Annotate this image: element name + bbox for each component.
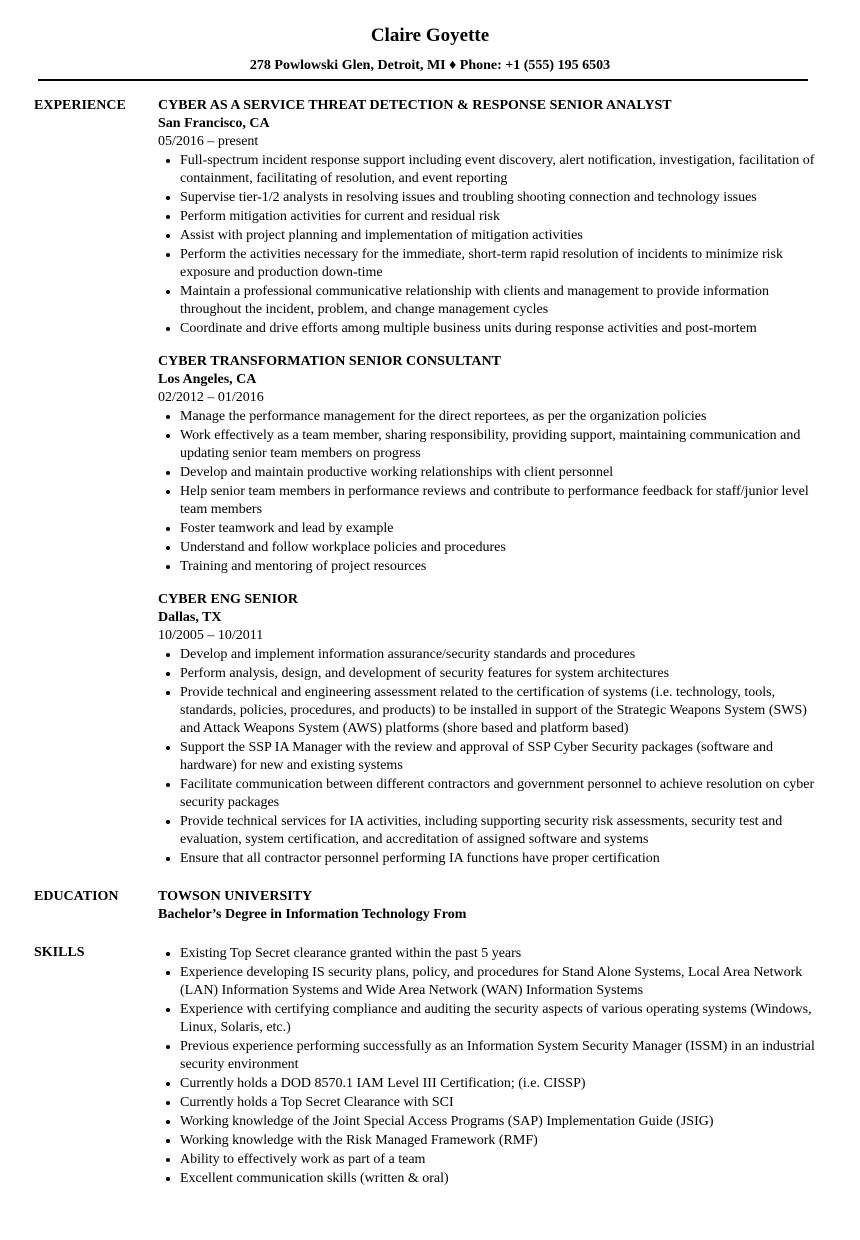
list-item: • Maintain a professional communicative relationship with clients and management to provide information throughout the incident, problem, and change management cycles [180, 282, 820, 319]
degree: Bachelor’s Degree in Information Technology From [158, 907, 467, 922]
list-item: • Supervise tier-1/2 analysts in resolving issues and troubling shooting connection and technology issues [180, 188, 820, 207]
list-item: • Manage the performance management for the direct reportees, as per the organization policies [180, 407, 820, 426]
job-bullets [158, 407, 820, 576]
section-label-education: EDUCATION [34, 889, 119, 904]
list-item: • Coordinate and drive efforts among multiple business units during response activities and post-mortem [180, 319, 820, 338]
list-item: • Provide technical services for IA activities, including supporting security risk assessments, security test and evaluation, system certification, and accreditation of assigned software and systems [180, 812, 820, 849]
job-title: CYBER TRANSFORMATION SENIOR CONSULTANT [158, 354, 501, 369]
education-body [158, 888, 820, 924]
job-title: CYBER AS A SERVICE THREAT DETECTION & RESPONSE SENIOR ANALYST [158, 98, 672, 113]
job-bullets [158, 645, 820, 868]
list-item: • Understand and follow workplace policies and procedures [180, 538, 820, 557]
list-item: • Working knowledge of the Joint Special Access Programs (SAP) Implementation Guide (JSIG) [180, 1112, 820, 1131]
skills-body [158, 944, 820, 1188]
list-item: • Work effectively as a team member, sharing responsibility, providing support, maintaining communication and updating senior team members on progress [180, 426, 820, 463]
list-item: • Facilitate communication between different contractors and government personnel to achieve resolution on cyber security packages [180, 775, 820, 812]
list-item: • Perform mitigation activities for current and residual risk [180, 207, 820, 226]
list-item: • Experience with certifying compliance and auditing the security aspects of various operating systems (Windows, Linux, Solaris, etc.) [180, 1000, 820, 1037]
list-item: • Develop and maintain productive working relationships with client personnel [180, 463, 820, 482]
list-item: • Working knowledge with the Risk Managed Framework (RMF) [180, 1131, 820, 1150]
job-entry [158, 353, 820, 576]
candidate-name: Claire Goyette [370, 25, 490, 46]
list-item: • Help senior team members in performance reviews and contribute to performance feedback for staff/junior level team members [180, 482, 820, 519]
job-dates: 05/2016 – present [158, 134, 259, 149]
job-location: Dallas, TX [158, 610, 222, 625]
school-name: TOWSON UNIVERSITY [158, 889, 313, 904]
education-section [34, 888, 820, 924]
job-entry [158, 591, 820, 868]
experience-section [34, 97, 820, 868]
section-label-skills: SKILLS [34, 945, 85, 960]
section-label-experience: EXPERIENCE [34, 98, 126, 113]
list-item: • Foster teamwork and lead by example [180, 519, 820, 538]
list-item: • Currently holds a DOD 8570.1 IAM Level III Certification; (i.e. CISSP) [180, 1074, 820, 1093]
list-item: • Training and mentoring of project resources [180, 557, 820, 576]
list-item: • Provide technical and engineering assessment related to the certification of systems (i.e. technology, tools, standards, policies, procedures, and products) to be installed in support of the Strategic Weapons System (SWS) and Attack Weapons System (AWS) platforms (shore based and platform based) [180, 683, 820, 738]
job-entry [158, 97, 820, 338]
list-item: • Full-spectrum incident response support including event discovery, alert notification, investigation, facilitation of containment, facilitating of resolution, and event reporting [180, 151, 820, 188]
header-divider [38, 79, 808, 81]
contact-line: 278 Powlowski Glen, Detroit, MI ♦ Phone: +1 (555) 195 6503 [249, 58, 611, 73]
job-dates: 10/2005 – 10/2011 [158, 628, 264, 643]
list-item: • Currently holds a Top Secret Clearance with SCI [180, 1093, 820, 1112]
list-item: • Perform the activities necessary for the immediate, short-term rapid resolution of incidents to minimize risk exposure and production down-time [180, 245, 820, 282]
list-item: • Ability to effectively work as part of a team [180, 1150, 820, 1169]
job-bullets [158, 151, 820, 338]
skills-list [158, 944, 820, 1188]
job-title: CYBER ENG SENIOR [158, 592, 299, 607]
list-item: • Previous experience performing successfully as an Information System Security Manager (ISSM) in an industrial security environment [180, 1037, 820, 1074]
skills-section [34, 944, 820, 1188]
list-item: • Develop and implement information assurance/security standards and procedures [180, 645, 820, 664]
list-item: • Support the SSP IA Manager with the review and approval of SSP Cyber Security packages (software and hardware) for new and existing systems [180, 738, 820, 775]
list-item: • Excellent communication skills (written & oral) [180, 1169, 820, 1188]
job-location: San Francisco, CA [158, 116, 270, 131]
experience-body [158, 97, 820, 868]
job-dates: 02/2012 – 01/2016 [158, 390, 264, 405]
list-item: • Existing Top Secret clearance granted within the past 5 years [180, 944, 820, 963]
list-item: • Ensure that all contractor personnel performing IA functions have proper certification [180, 849, 820, 868]
list-item: • Assist with project planning and implementation of mitigation activities [180, 226, 820, 245]
list-item: • Perform analysis, design, and development of security features for system architectures [180, 664, 820, 683]
job-location: Los Angeles, CA [158, 372, 257, 387]
list-item: • Experience developing IS security plans, policy, and procedures for Stand Alone Systems, Local Area Network (LAN) Information Systems and Wide Area Network (WAN) Information Systems [180, 963, 820, 1000]
